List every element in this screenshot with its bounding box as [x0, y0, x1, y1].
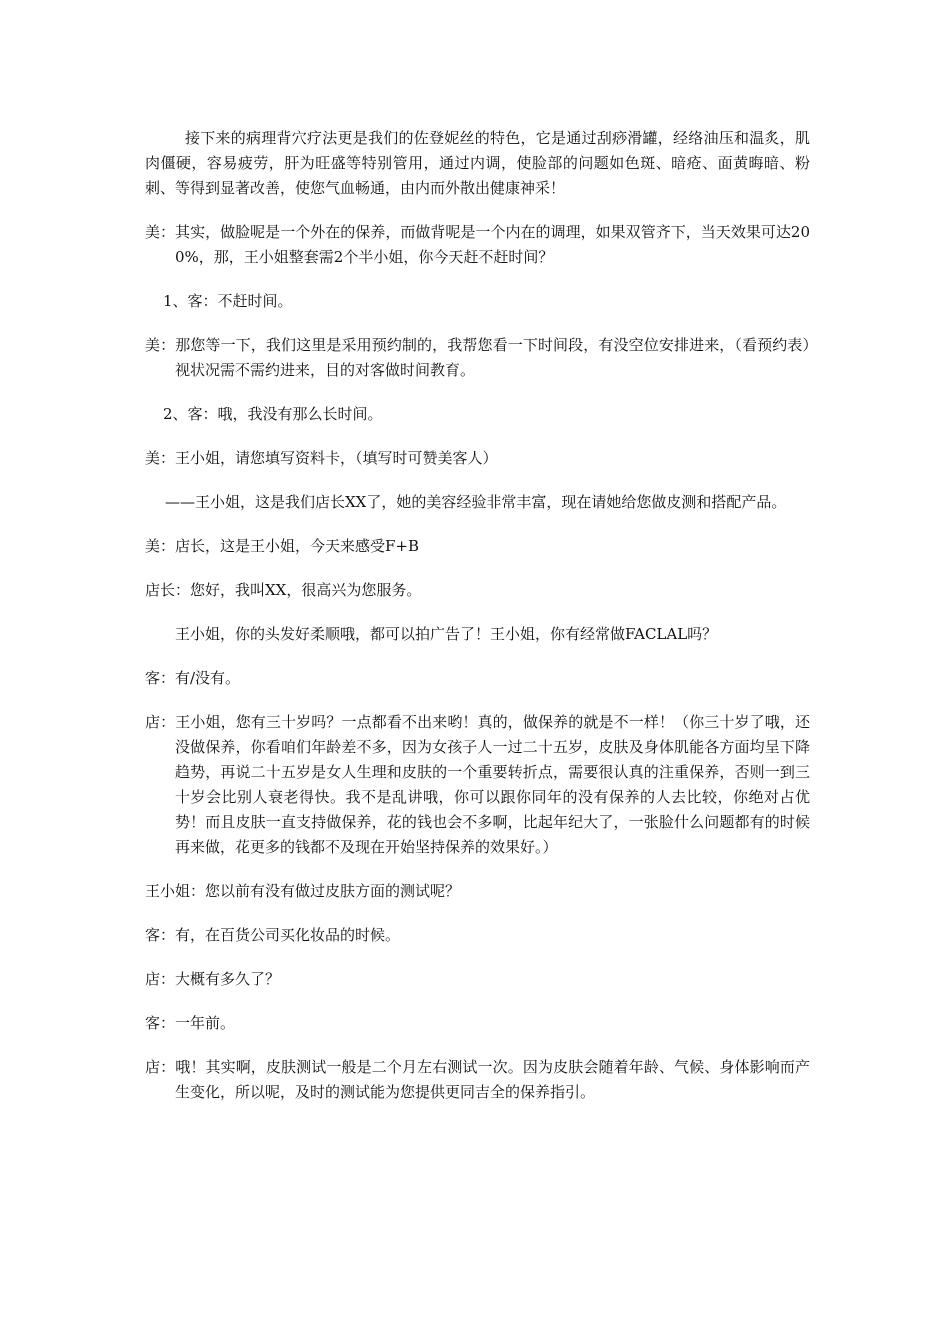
dialogue-store-3: 店：哦！其实啊，皮肤测试一般是二个月左右测试一次。因为皮肤会随着年龄、气候、身体影响而产生变化，所以呢，及时的测试能为您提供更同吉全的保养指引。 [145, 1058, 810, 1101]
dialogue-customer-2: 客：有，在百货公司买化妆品的时候。 [145, 926, 401, 944]
dialogue-manager-2: 王小姐，你的头发好柔顺哦，都可以拍广告了！王小姐，你有经常做FACLAL吗？ [175, 625, 718, 643]
dialogue-beautician-4: 美：店长，这是王小姐，今天来感受F+B [145, 537, 420, 555]
dialogue-beautician-2: 美：那您等一下，我们这里是采用预约制的，我帮您看一下时间段，有没空位安排进来，（看预约表）视状况需不需约进来，目的对客做时间教育。 [145, 336, 810, 379]
dialogue-customer-1: 客：有/没有。 [145, 669, 241, 687]
option-2-customer: 2、客：哦，我没有那么长时间。 [163, 405, 383, 423]
dialogue-beautician-3: 美：王小姐，请您填写资料卡，（填写时可赞美客人） [145, 449, 498, 467]
dialogue-beautician-1: 美：其实，做脸呢是一个外在的保养，而做背呢是一个内在的调理，如果双管齐下，当天效果可达200%，那，王小姐整套需2个半小姐，你今天赶不赶时间？ [145, 223, 810, 266]
dialogue-store-1: 店：王小姐，您有三十岁吗？一点都看不出来哟！真的，做保养的就是不一样！（你三十岁了哦，还没做保养，你看咱们年龄差不多，因为女孩子人一过二十五岁，皮肤及身体肌能各方面均呈下降趋势，再说二十五岁是女人生理和皮肤的一个重要转折点，需要很认真的注重保养，否则一到三十岁会比别人衰老得快。我不是乱讲哦，你可以跟你同年的没有保养的人去比较，你绝对占优势！而且皮肤一直支持做保养，花的钱也会不多啊，比起年纪大了，一张脸什么问题都有的时候再来做，花更多的钱都不及现在开始坚持保养的效果好。） [145, 713, 810, 856]
dialogue-customer-3: 客：一年前。 [145, 1014, 236, 1032]
document-body [145, 126, 810, 1105]
dialogue-manager-1: 店长：您好，我叫XX，很高兴为您服务。 [145, 581, 422, 599]
option-1-customer: 1、客：不赶时间。 [163, 292, 293, 310]
dialogue-introduction: ——王小姐，这是我们店长XX了，她的美容经验非常丰富，现在请她给您做皮测和搭配产品。 [165, 493, 787, 511]
dialogue-wang-question: 王小姐：您以前有没有做过皮肤方面的测试呢？ [145, 882, 461, 900]
dialogue-store-2: 店：大概有多久了？ [145, 970, 281, 988]
intro-paragraph: 接下来的病理背穴疗法更是我们的佐登妮丝的特色，它是通过刮痧滑罐，经络油压和温炙，肌肉僵硬，容易疲劳，肝为旺盛等特别管用，通过内调，使脸部的问题如色斑、暗疮、面黄晦暗、粉刺、等得到显著改善，使您气血畅通，由内而外散出健康神采！ [145, 129, 810, 197]
